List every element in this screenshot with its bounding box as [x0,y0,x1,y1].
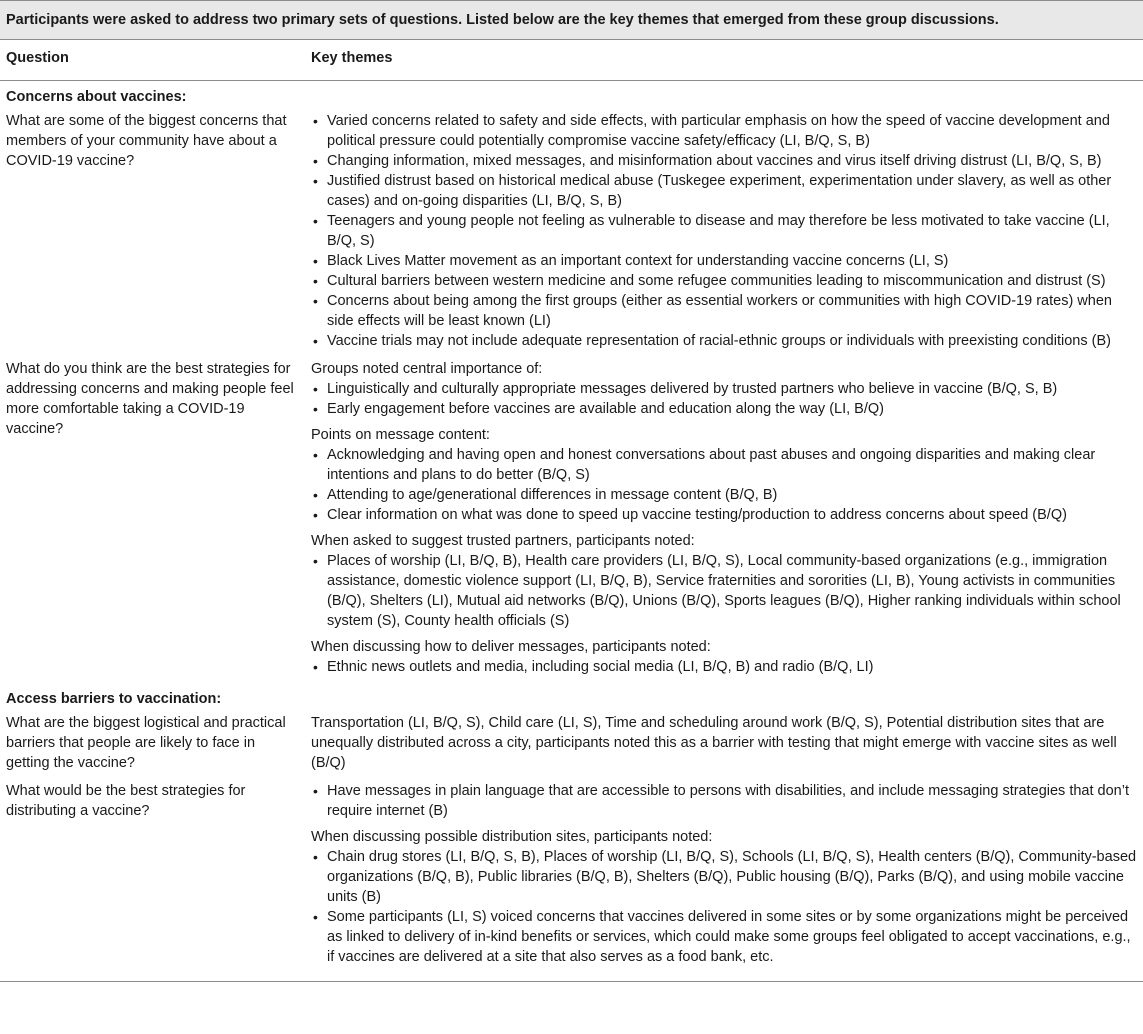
theme-intro: Groups noted central importance of: [311,361,543,377]
table-row [0,357,1143,683]
question-cell: What would be the best strategies for distributing a vaccine? [0,779,305,982]
table-row [0,711,1143,779]
theme-list [311,111,1137,351]
themes-cell [305,711,1143,779]
themes-cell [305,109,1143,357]
theme-group [311,781,1137,821]
theme-bullet: • Concerns about being among the first groups (either as essential workers or communities with high COVID-19 rates) when side effects will be least known (LI) [311,291,1137,331]
theme-bullet: • Places of worship (LI, B/Q, B), Health care providers (LI, B/Q, S), Local community-based organizations (e.g., immigration assistance, domestic violence support (LI, B/Q, B), Service fraternities and sororities (LI, B), Young activists in communities (B/Q), Shelters (LI), Mutual aid networks (B/Q), Unions (B/Q), Sports leagues (B/Q), Higher ranking individuals within school system (S), County health officials (S) [311,551,1137,631]
theme-bullet: • Cultural barriers between western medicine and some refugee communities leading to miscommunication and distrust (S) [311,271,1137,291]
section-title: Concerns about vaccines: [6,89,187,105]
theme-bullet: • Varied concerns related to safety and side effects, with particular emphasis on how the speed of vaccine development and political pressure could potentially compromise vaccine safety/efficacy (LI, B/Q, S, B) [311,111,1137,151]
theme-group [311,827,1137,967]
theme-bullet: • Early engagement before vaccines are available and education along the way (LI, B/Q) [311,399,1137,419]
theme-group [311,359,1137,419]
theme-bullet: • Chain drug stores (LI, B/Q, S, B), Places of worship (LI, B/Q, S), Schools (LI, B/Q, S), Health centers (B/Q), Community-based organizations (B/Q, B), Public libraries (B/Q, B), Shelters (B/Q), Public housing (B/Q), Parks (B/Q), and using mobile vaccine units (B) [311,847,1137,907]
table-row [0,109,1143,357]
header-question: Question [0,40,305,81]
theme-bullet: • Justified distrust based on historical medical abuse (Tuskegee experiment, experimentation under slavery, as well as other cases) and on-going disparities (LI, B/Q, S, B) [311,171,1137,211]
themes-table [0,39,1143,982]
theme-bullet: • Changing information, mixed messages, and misinformation about vaccines and virus itself driving distrust (LI, B/Q, S, B) [311,151,1137,171]
theme-intro: When asked to suggest trusted partners, participants noted: [311,533,695,549]
theme-group [311,637,1137,677]
question-cell: What do you think are the best strategies for addressing concerns and making people feel more comfortable taking a COVID-19 vaccine? [6,361,294,437]
theme-group [311,111,1137,351]
question-cell: What are the biggest logistical and practical barriers that people are likely to face in getting the vaccine? [6,715,286,771]
theme-list [311,847,1137,967]
theme-bullet: • Black Lives Matter movement as an important context for understanding vaccine concerns (LI, S) [311,251,1137,271]
theme-bullet: • Ethnic news outlets and media, including social media (LI, B/Q, B) and radio (B/Q, LI) [311,657,1137,677]
theme-bullet: • Teenagers and young people not feeling as vulnerable to disease and may therefore be less motivated to take vaccine (LI, B/Q, S) [311,211,1137,251]
theme-bullet: • Some participants (LI, S) voiced concerns that vaccines delivered in some sites or by some organizations might be perceived as linked to delivery of in-kind benefits or services, which could make some groups feel obligated to accept vaccinations, e.g., if vaccines are delivered at a site that also serves as a food bank, etc. [311,907,1137,967]
question-cell: What are some of the biggest concerns that members of your community have about a COVID-19 vaccine? [6,113,287,169]
section-row [0,81,1143,110]
theme-group [311,425,1137,525]
theme-bullet: • Linguistically and culturally appropriate messages delivered by trusted partners who believe in vaccine (B/Q, S, B) [311,379,1137,399]
section-row [0,683,1143,711]
table-row [0,779,1143,982]
theme-intro: Points on message content: [311,427,490,443]
theme-list [311,657,1137,677]
header-row [0,40,1143,81]
table-caption: Participants were asked to address two primary sets of questions. Listed below are the key themes that emerged from these group discussions. [0,0,1143,39]
theme-bullet: • Vaccine trials may not include adequate representation of racial-ethnic groups or individuals with preexisting conditions (B) [311,331,1137,351]
header-key-themes: Key themes [305,40,1143,81]
theme-bullet: • Have messages in plain language that are accessible to persons with disabilities, and include messaging strategies that don’t require internet (B) [311,781,1137,821]
theme-bullet: • Attending to age/generational differences in message content (B/Q, B) [311,485,1137,505]
table-body [0,81,1143,982]
theme-list [311,551,1137,631]
theme-intro: When discussing possible distribution sites, participants noted: [311,829,713,845]
theme-bullet: • Acknowledging and having open and honest conversations about past abuses and ongoing disparities and making clear intentions and plans to do better (B/Q, S) [311,445,1137,485]
themes-cell [305,779,1143,982]
theme-group [311,531,1137,631]
theme-list [311,781,1137,821]
themes-cell [305,357,1143,683]
theme-list [311,379,1137,419]
theme-intro: When discussing how to deliver messages, participants noted: [311,639,711,655]
section-title: Access barriers to vaccination: [6,691,222,707]
theme-bullet: • Clear information on what was done to speed up vaccine testing/production to address concerns about speed (B/Q) [311,505,1137,525]
theme-group [311,713,1137,773]
theme-intro: Transportation (LI, B/Q, S), Child care (LI, S), Time and scheduling around work (B/Q, S), Potential distribution sites that are unequally distributed across a city, participants noted this as a barrier with testing that might emerge with vaccine sites as well (B/Q) [311,715,1117,771]
theme-list [311,445,1137,525]
